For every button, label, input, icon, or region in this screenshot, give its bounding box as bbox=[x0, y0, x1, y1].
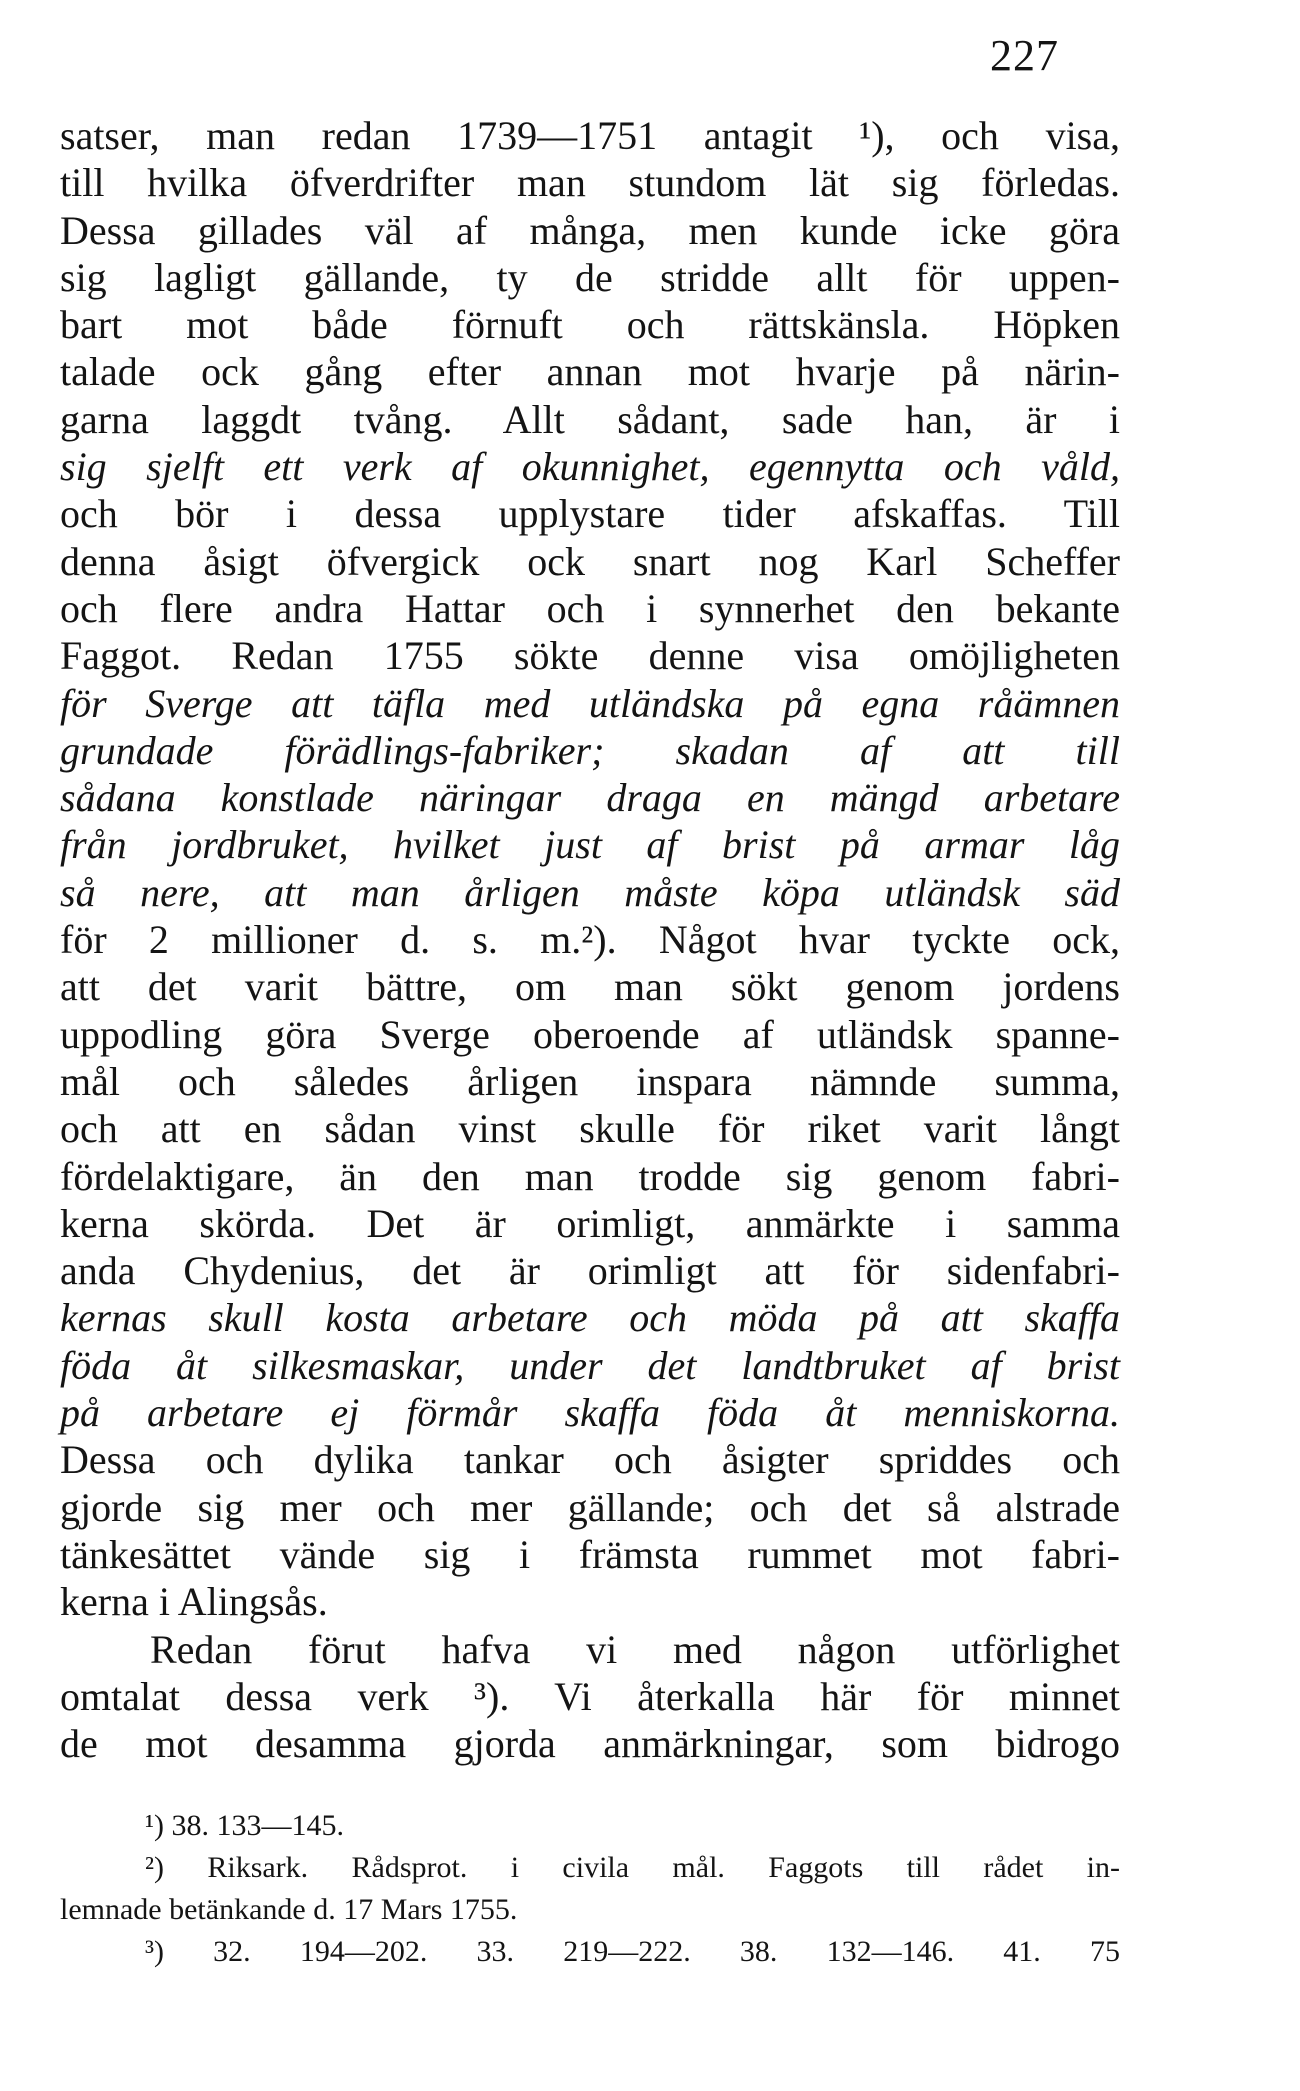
body-text bbox=[60, 112, 1120, 1767]
text-line: kernas skull kosta arbetare och möda på att skaffa bbox=[60, 1295, 1120, 1341]
text-line: fördelaktigare, än den man trodde sig genom fabri- bbox=[60, 1153, 1120, 1199]
text-line: satser, man redan 1739—1751 antagit ¹), och visa, bbox=[60, 113, 1120, 158]
text-line: och att en sådan vinst skulle för riket varit långt bbox=[60, 1106, 1120, 1152]
text-line: Dessa och dylika tankar och åsigter spriddes och bbox=[60, 1437, 1120, 1483]
text-line: sådana konstlade näringar draga en mängd arbetare bbox=[60, 775, 1120, 821]
text-line: denna åsigt öfvergick ock snart nog Karl Scheffer bbox=[60, 538, 1120, 584]
page-number: 227 bbox=[990, 31, 1059, 80]
text-line: bart mot både förnuft och rättskänsla. Höpken bbox=[60, 302, 1120, 348]
text-line: Dessa gillades väl af många, men kunde icke göra bbox=[60, 207, 1120, 253]
text-line: Redan förut hafva vi med någon utförlighet bbox=[150, 1626, 1120, 1672]
text-line: och bör i dessa upplystare tider afskaffas. Till bbox=[60, 491, 1120, 537]
text-line: grundade förädlings-fabriker; skadan af att till bbox=[60, 727, 1120, 773]
text-line: kerna i Alingsås. bbox=[60, 1579, 328, 1625]
text-line: sig lagligt gällande, ty de stridde allt för uppen- bbox=[60, 254, 1120, 300]
text-line: talade ock gång efter annan mot hvarje på närin- bbox=[60, 349, 1120, 395]
text-line: från jordbruket, hvilket just af brist på armar låg bbox=[60, 822, 1120, 868]
text-line: kerna skörda. Det är orimligt, anmärkte i samma bbox=[60, 1200, 1120, 1246]
text-line: gjorde sig mer och mer gällande; och det så alstrade bbox=[60, 1484, 1120, 1530]
text-line: föda åt silkesmaskar, under det landtbruket af brist bbox=[60, 1342, 1120, 1388]
text-line: anda Chydenius, det är orimligt att för sidenfabri- bbox=[60, 1248, 1120, 1294]
text-line: de mot desamma gjorda anmärkningar, som bidrogo bbox=[60, 1721, 1120, 1767]
text-line: mål och således årligen inspara nämnde summa, bbox=[60, 1058, 1120, 1104]
text-line: på arbetare ej förmår skaffa föda åt menniskorna. bbox=[60, 1390, 1120, 1436]
text-line: sig sjelft ett verk af okunnighet, egennytta och våld, bbox=[60, 444, 1120, 490]
footnote: lemnade betänkande d. 17 Mars 1755. bbox=[60, 1893, 518, 1926]
text-line: att det varit bättre, om man sökt genom jordens bbox=[60, 964, 1120, 1010]
text-line: för 2 millioner d. s. m.²). Något hvar tyckte ock, bbox=[60, 917, 1120, 963]
text-line: tänkesättet vände sig i främsta rummet mot fabri- bbox=[60, 1531, 1120, 1577]
footnote: ²) Riksark. Rådsprot. i civila mål. Faggots till rådet in- bbox=[145, 1851, 1120, 1884]
text-line: till hvilka öfverdrifter man stundom lät sig förledas. bbox=[60, 160, 1120, 206]
text-line: garna laggdt tvång. Allt sådant, sade han, är i bbox=[60, 396, 1120, 442]
footnote: ¹) 38. 133—145. bbox=[145, 1809, 344, 1842]
text-line: omtalat dessa verk ³). Vi återkalla här för minnet bbox=[60, 1673, 1120, 1719]
text-line: Faggot. Redan 1755 sökte denne visa omöjligheten bbox=[60, 633, 1120, 679]
text-line: uppodling göra Sverge oberoende af utländsk spanne- bbox=[60, 1011, 1120, 1057]
text-line: för Sverge att täfla med utländska på egna råämnen bbox=[60, 680, 1120, 726]
footnote: ³) 32. 194—202. 33. 219—222. 38. 132—146. 41. 75 bbox=[145, 1935, 1120, 1968]
text-line: så nere, att man årligen måste köpa utländsk säd bbox=[60, 869, 1120, 915]
footnotes bbox=[60, 1805, 1120, 1973]
text-line: och flere andra Hattar och i synnerhet den bekante bbox=[60, 585, 1120, 631]
